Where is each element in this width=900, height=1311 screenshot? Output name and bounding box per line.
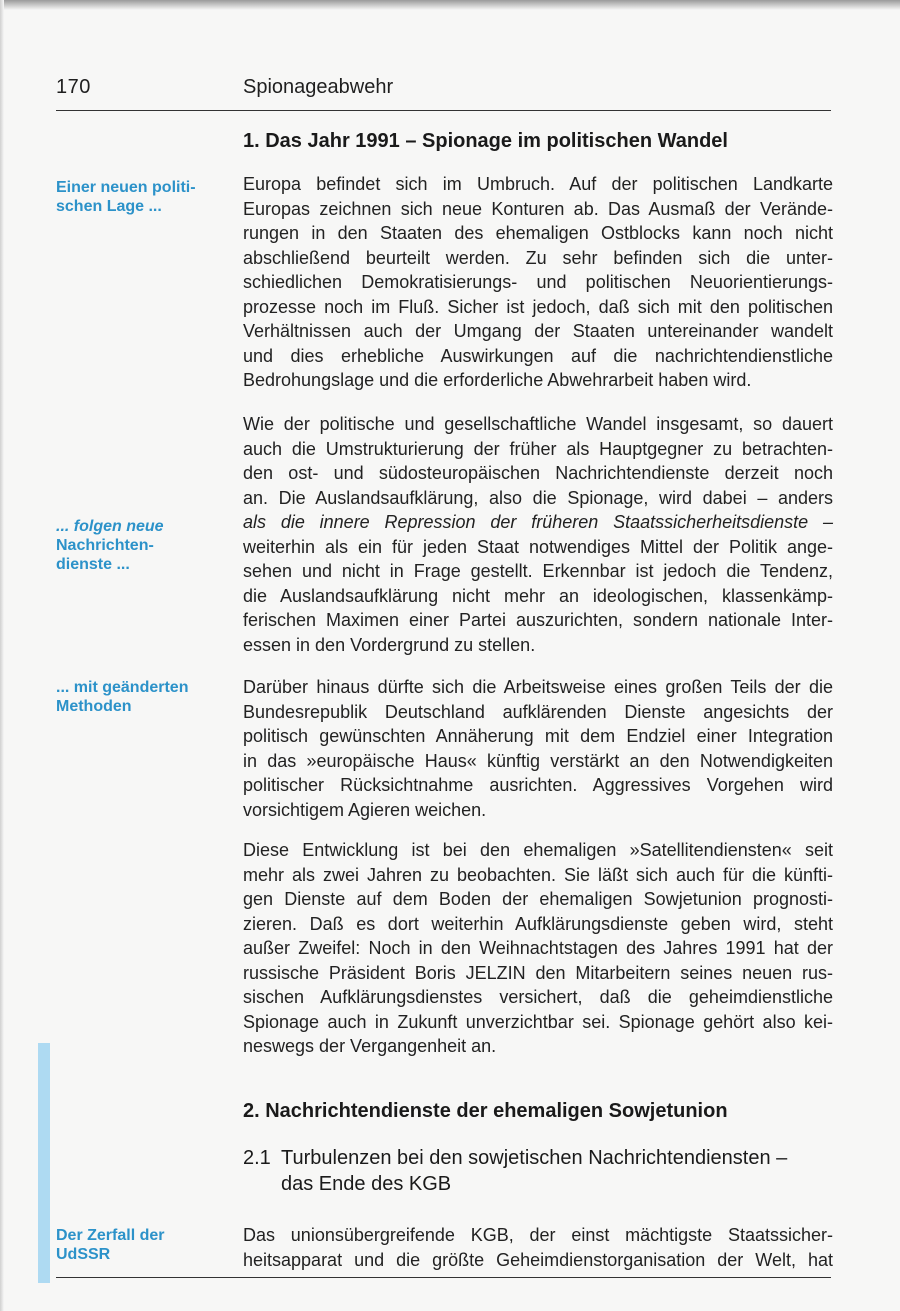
text-line: heitsapparat und die größte Geheimdienstorganisation der Welt, hat bbox=[243, 1249, 833, 1270]
subsection-title-line-2: das Ende des KGB bbox=[281, 1173, 452, 1195]
text-line: Spionage auch in Zukunft unverzichtbar sei. Spionage gehört also kei- bbox=[243, 1011, 833, 1032]
subsection-title-line-1: Turbulenzen bei den sowjetischen Nachrichtendiensten – bbox=[281, 1147, 788, 1169]
text-line: essen in den Vordergrund zu stellen. bbox=[243, 634, 536, 655]
text-line: vorsichtigem Agieren weichen. bbox=[243, 799, 487, 820]
text-line: in das »europäische Haus« künftig verstärkt an den Notwendigkeiten bbox=[243, 750, 833, 771]
text-line: Bundesrepublik Deutschland aufklärenden Dienste angesichts der bbox=[243, 701, 833, 722]
text-line: zieren. Daß es dort weiterhin Aufklärungsdienste geben wird, steht bbox=[243, 913, 833, 934]
text-line: Das unionsübergreifende KGB, der einst mächtigste Staatssicher- bbox=[243, 1225, 833, 1245]
text-line: Verhältnissen auch der Umgang der Staaten untereinander wandelt bbox=[243, 321, 833, 341]
running-head: Spionageabwehr bbox=[243, 76, 394, 98]
text-line: sischen Aufklärungsdienstes versichert, daß die geheimdienstliche bbox=[243, 987, 833, 1007]
footer-rule bbox=[56, 1277, 831, 1278]
text-line: die Auslandsaufklärung nicht mehr an ideologischen, klassenkämp- bbox=[243, 585, 833, 606]
text-line: sehen und nicht in Frage gestellt. Erkennbar ist jedoch die Tendenz, bbox=[243, 561, 833, 581]
text-line: weiterhin als ein für jeden Staat notwendiges Mittel der Politik ange- bbox=[243, 536, 833, 557]
chapter-tab-marker bbox=[38, 1043, 50, 1283]
text-line: den ost- und südosteuropäischen Nachrichtendienste derzeit noch bbox=[243, 463, 833, 483]
text-line: und dies erhebliche Auswirkungen auf die nachrichtendienstliche bbox=[243, 345, 833, 366]
margin-note-2-line-2: Nachrichten- bbox=[56, 537, 154, 554]
subsection-heading-line-1 bbox=[243, 1145, 813, 1171]
paragraph-3 bbox=[243, 675, 833, 822]
paragraph-1 bbox=[243, 172, 833, 393]
margin-note-2-line-3: dienste ... bbox=[56, 556, 130, 573]
text-line: rungen in den Staaten des ehemaligen Ostblocks kann noch nicht bbox=[243, 223, 833, 243]
margin-note-4 bbox=[56, 1226, 221, 1264]
margin-note-1 bbox=[56, 178, 221, 216]
text-line: Europas zeichnen sich neue Konturen ab. Das Ausmaß der Verände- bbox=[243, 198, 833, 219]
page-edge-shadow bbox=[0, 0, 900, 10]
margin-note-2-line-1: ... folgen neue bbox=[56, 518, 164, 535]
paragraph-2 bbox=[243, 412, 833, 657]
header-rule bbox=[56, 110, 831, 111]
margin-note-3-line-1: ... mit geänderten bbox=[56, 679, 189, 696]
margin-note-4-line-1: Der Zerfall der bbox=[56, 1227, 165, 1244]
text-line: ferischen Maximen einer Partei auszurichten, sondern nationale Inter- bbox=[243, 610, 833, 630]
margin-note-3 bbox=[56, 678, 221, 716]
paragraph-4 bbox=[243, 838, 833, 1059]
text-line: politischer Rücksichtnahme ausrichten. Aggressives Vorgehen wird bbox=[243, 775, 833, 795]
text-line: außer Zweifel: Noch in den Weihnachtstagen des Jahres 1991 hat der bbox=[243, 938, 833, 958]
text-line: abschließend beurteilt werden. Zu sehr befinden sich die unter- bbox=[243, 247, 833, 268]
text-line: an. Die Auslandsaufklärung, also die Spionage, wird dabei – anders bbox=[243, 487, 833, 508]
text-line: Darüber hinaus dürfte sich die Arbeitsweise eines großen Teils der die bbox=[243, 677, 833, 697]
text-line: als die innere Repression der früheren Staatssicherheitsdienste – bbox=[243, 512, 833, 532]
text-line: gen Dienste auf dem Boden der ehemaligen Sowjetunion prognosti- bbox=[243, 889, 833, 909]
page-gutter-shadow bbox=[0, 0, 4, 1311]
text-line: Bedrohungslage und die erforderliche Abwehrarbeit haben wird. bbox=[243, 370, 752, 390]
margin-note-2 bbox=[56, 517, 221, 574]
text-line: Europa befindet sich im Umbruch. Auf der politischen Landkarte bbox=[243, 174, 833, 194]
paragraph-5 bbox=[243, 1223, 833, 1272]
text-line: Diese Entwicklung ist bei den ehemaligen »Satellitendiensten« seit bbox=[243, 840, 833, 860]
margin-note-1-line-1: Einer neuen politi- bbox=[56, 179, 196, 196]
text-line: schiedlichen Demokratisierungs- und politischen Neuorientierungs- bbox=[243, 272, 833, 292]
margin-note-3-line-2: Methoden bbox=[56, 698, 132, 715]
text-line: Wie der politische und gesellschaftliche Wandel insgesamt, so dauert bbox=[243, 414, 833, 434]
text-line: neswegs der Vergangenheit an. bbox=[243, 1036, 497, 1056]
page-number: 170 bbox=[56, 76, 91, 98]
subsection-2-1-heading bbox=[243, 1145, 813, 1197]
text-line: prozesse noch im Fluß. Sicher ist jedoch, daß sich mit den politischen bbox=[243, 296, 833, 317]
subsection-number: 2.1 bbox=[243, 1147, 271, 1169]
section-1-heading: 1. Das Jahr 1991 – Spionage im politischen Wandel bbox=[243, 130, 728, 152]
text-line: politisch gewünschten Annäherung mit dem Endziel einer Integration bbox=[243, 726, 833, 746]
section-2-heading: 2. Nachrichtendienste der ehemaligen Sowjetunion bbox=[243, 1100, 728, 1122]
margin-note-4-line-2: UdSSR bbox=[56, 1246, 111, 1263]
text-line: auch die Umstrukturierung der früher als Hauptgegner zu betrachten- bbox=[243, 438, 833, 459]
margin-note-1-line-2: schen Lage ... bbox=[56, 198, 162, 215]
text-line: russische Präsident Boris JELZIN den Mitarbeitern seines neuen rus- bbox=[243, 962, 833, 983]
text-line: mehr als zwei Jahren zu beobachten. Sie läßt sich auch für die künfti- bbox=[243, 864, 833, 885]
